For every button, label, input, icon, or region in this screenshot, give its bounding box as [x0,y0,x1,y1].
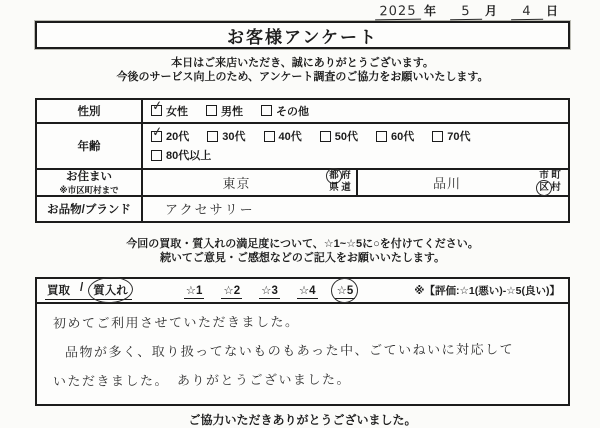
checkbox-icon [151,150,162,161]
prefecture-value: 東京 [222,176,251,192]
checkbox-age-40s[interactable] [264,128,302,144]
unit-fu[interactable]: 府 [341,170,351,182]
item-row [37,197,568,221]
star-rating-scale [184,283,356,299]
unit-shi[interactable]: 市 [539,170,549,182]
checkbox-age-70s[interactable] [432,128,470,144]
checkbox-icon [207,131,218,142]
checkbox-checked-icon [151,123,164,142]
unit-to[interactable]: 都 [328,170,340,182]
checkbox-label: 30代 [222,131,246,144]
unit-ku[interactable]: 区 [538,182,550,194]
service-buy-label[interactable]: 買取 [47,284,70,297]
comment-line-1: 初めてご利用させていただきました。 [52,315,300,332]
checkbox-label: 女性 [166,105,188,118]
date-line [35,2,570,21]
checkbox-label: 50代 [334,131,358,144]
checkbox-gender-female[interactable] [151,98,188,119]
checkbox-label: 男性 [221,105,243,118]
page-title: お客様アンケート [227,27,378,47]
rating-table [35,277,570,406]
checkbox-label: 20代 [166,131,190,144]
checkbox-checked-icon [151,98,164,116]
unit-dou[interactable]: 道 [341,182,351,194]
instruction-line1: 今回の買取・質入れの満足度について、☆1~☆5に○を付けてください。 [126,237,479,250]
city-value: 品川 [433,176,462,192]
date-year-value: 2025 [375,4,421,21]
star-4[interactable]: ☆4 [298,284,316,297]
checkbox-icon [261,105,272,116]
date-year-unit: 年 [423,4,436,18]
checkbox-label: その他 [276,105,309,118]
checkbox-label: 60代 [391,131,415,144]
prefecture-unit-grid [328,170,352,194]
checkbox-icon [320,131,331,142]
residence-label-sub: ※市区町村まで [59,185,119,196]
title-box [35,21,570,49]
gender-row [37,100,568,124]
checkbox-gender-male[interactable] [206,103,243,119]
checkbox-icon [432,131,443,142]
check-icon: ✓ [151,123,164,141]
service-type-group [45,282,132,300]
service-separator: / [80,281,84,294]
star-5-selected[interactable]: ☆5 [335,283,356,299]
checkbox-icon [206,105,217,116]
date-day-value: 4 [511,4,543,21]
star-1[interactable]: ☆1 [185,284,203,297]
city-cell [358,170,564,194]
residence-values [143,170,568,195]
greeting-line2: 今後のサービス向上のため、アンケート調査のご協力をお願いいたします。 [116,71,489,84]
service-pawn-label[interactable]: 質入れ [93,282,128,298]
checkbox-gender-other[interactable] [261,103,309,119]
age-row [37,124,568,170]
rating-header-row [37,279,568,304]
item-value: アクセサリー [165,203,255,219]
age-options [143,124,568,168]
city-unit-grid [538,170,562,194]
footer-thanks: ご協力いただきありがとうございました。 [188,413,417,428]
gender-label: 性別 [37,100,143,122]
comment-area[interactable] [37,304,568,404]
greeting-line1: 本日はご来店いただき、誠にありがとうございます。 [171,57,434,69]
checkbox-age-80s-plus[interactable] [151,147,211,163]
instruction [35,237,570,266]
age-label: 年齢 [37,124,143,168]
comment-line-2: 品物が多く、取り扱ってないものもあった中、ごていねいに対応して [64,342,515,361]
check-icon: ✓ [151,98,164,115]
checkbox-icon [264,131,275,142]
comment-line-3: いただきました。 ありがとうございました。 [52,372,352,390]
checkbox-icon [376,131,387,142]
checkbox-age-20s[interactable] [151,123,190,144]
rating-scale-note: ※【評価:☆1(悪い)-☆5(良い)】 [414,285,560,298]
date-month-value: 5 [450,4,482,21]
gender-options [143,100,568,122]
checkbox-label: 80代以上 [166,150,212,163]
item-label: お品物/ブランド [37,197,143,221]
star-3[interactable]: ☆3 [261,284,278,297]
greeting [35,56,570,85]
checkbox-age-30s[interactable] [207,128,245,144]
unit-mura[interactable]: 村 [551,182,561,194]
residence-label [37,170,143,195]
checkbox-age-50s[interactable] [320,128,358,144]
age-options-line1 [151,123,489,144]
checkbox-label: 40代 [278,131,302,144]
profile-table [35,98,570,223]
star-2[interactable]: ☆2 [223,284,241,297]
unit-machi[interactable]: 町 [551,170,561,182]
date-month-unit: 月 [484,4,497,18]
age-options-line2 [151,147,229,163]
item-value-cell [143,197,568,221]
date-day-unit: 日 [545,4,558,18]
checkbox-age-60s[interactable] [376,128,414,144]
residence-row [37,170,568,197]
instruction-line2: 続いてご意見・ご感想などのご記入をお願いいたします。 [159,251,446,264]
residence-label-main: お住まい [66,171,112,184]
checkbox-label: 70代 [447,131,471,144]
unit-ken[interactable]: 県 [329,182,339,194]
